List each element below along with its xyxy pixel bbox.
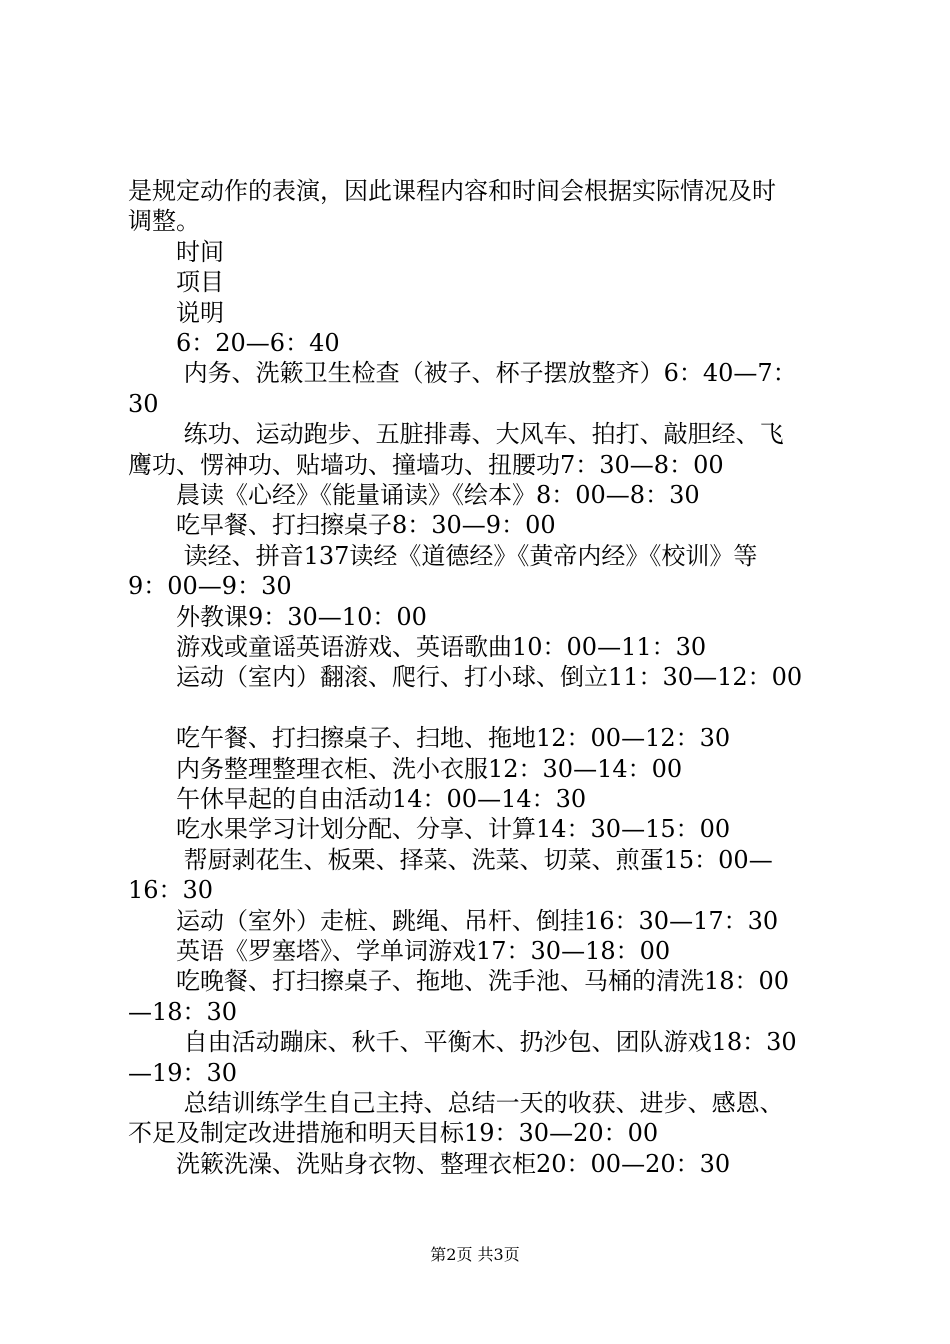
text-line: 30 <box>128 389 159 418</box>
page-footer: 第2页 共3页 <box>430 1245 520 1264</box>
text-line: 调整。 <box>128 207 200 236</box>
text-line: 内务、洗簌卫生检查（被子、杯子摆放整齐）6：40—7： <box>128 359 797 388</box>
text-line: 运动（室外）走桩、跳绳、吊杆、倒挂16：30—17：30 <box>128 906 779 935</box>
text-line: 游戏或童谣英语游戏、英语歌曲10：00—11：30 <box>128 633 707 661</box>
text-line: 帮厨剥花生、板栗、择菜、洗菜、切菜、煎蛋15：00— <box>128 845 773 874</box>
text-line: —19：30 <box>128 1058 238 1087</box>
text-line: 不足及制定改进措施和明天目标19：30—20：00 <box>128 1119 659 1148</box>
text-line: 项目 <box>128 268 224 297</box>
text-line: 读经、拼音137读经《道德经》《黄帝内经》《校训》等 <box>128 541 758 570</box>
text-line: 英语《罗塞塔》、学单词游戏17：30—18：00 <box>128 937 671 965</box>
text-line: 洗簌洗澡、洗贴身衣物、整理衣柜20：00—20：30 <box>128 1149 731 1178</box>
text-line: 总结训练学生自己主持、总结一天的收获、进步、感恩、 <box>128 1089 784 1117</box>
text-line: 吃早餐、打扫擦桌子8：30—9：00 <box>128 511 556 540</box>
text-line: 晨读《心经》《能量诵读》《绘本》8：00—8：30 <box>128 481 700 509</box>
text-line: 9：00—9：30 <box>128 572 292 601</box>
text-line: 练功、运动跑步、五脏排毒、大风车、拍打、敲胆经、飞 <box>128 420 784 449</box>
text-line: 自由活动蹦床、秋千、平衡木、扔沙包、团队游戏18：30 <box>128 1028 797 1057</box>
text-line: 运动（室内）翻滚、爬行、打小球、倒立11：30—12：00 <box>128 663 803 692</box>
text-line: —18：30 <box>128 997 238 1026</box>
text-line: 内务整理整理衣柜、洗小衣服12：30—14：00 <box>128 754 683 783</box>
text-line: 说明 <box>128 298 224 327</box>
text-line: 吃晚餐、打扫擦桌子、拖地、洗手池、马桶的清洗18：00 <box>128 967 790 996</box>
text-line: 鹰功、愣神功、贴墙功、撞墙功、扭腰功7：30—8：00 <box>128 450 724 479</box>
text-line: 6：20—6：40 <box>128 329 340 357</box>
text-line: 午休早起的自由活动14：00—14：30 <box>128 785 587 813</box>
text-line: 外教课9：30—10：00 <box>128 602 427 631</box>
text-line: 是规定动作的表演，因此课程内容和时间会根据实际情况及时 <box>128 177 776 205</box>
text-line: 16：30 <box>128 876 214 905</box>
text-line: 吃水果学习计划分配、分享、计算14：30—15：00 <box>128 815 731 844</box>
text-line: 吃午餐、打扫擦桌子、扫地、拖地12：00—12：30 <box>128 724 731 753</box>
text-line: 时间 <box>128 237 224 266</box>
